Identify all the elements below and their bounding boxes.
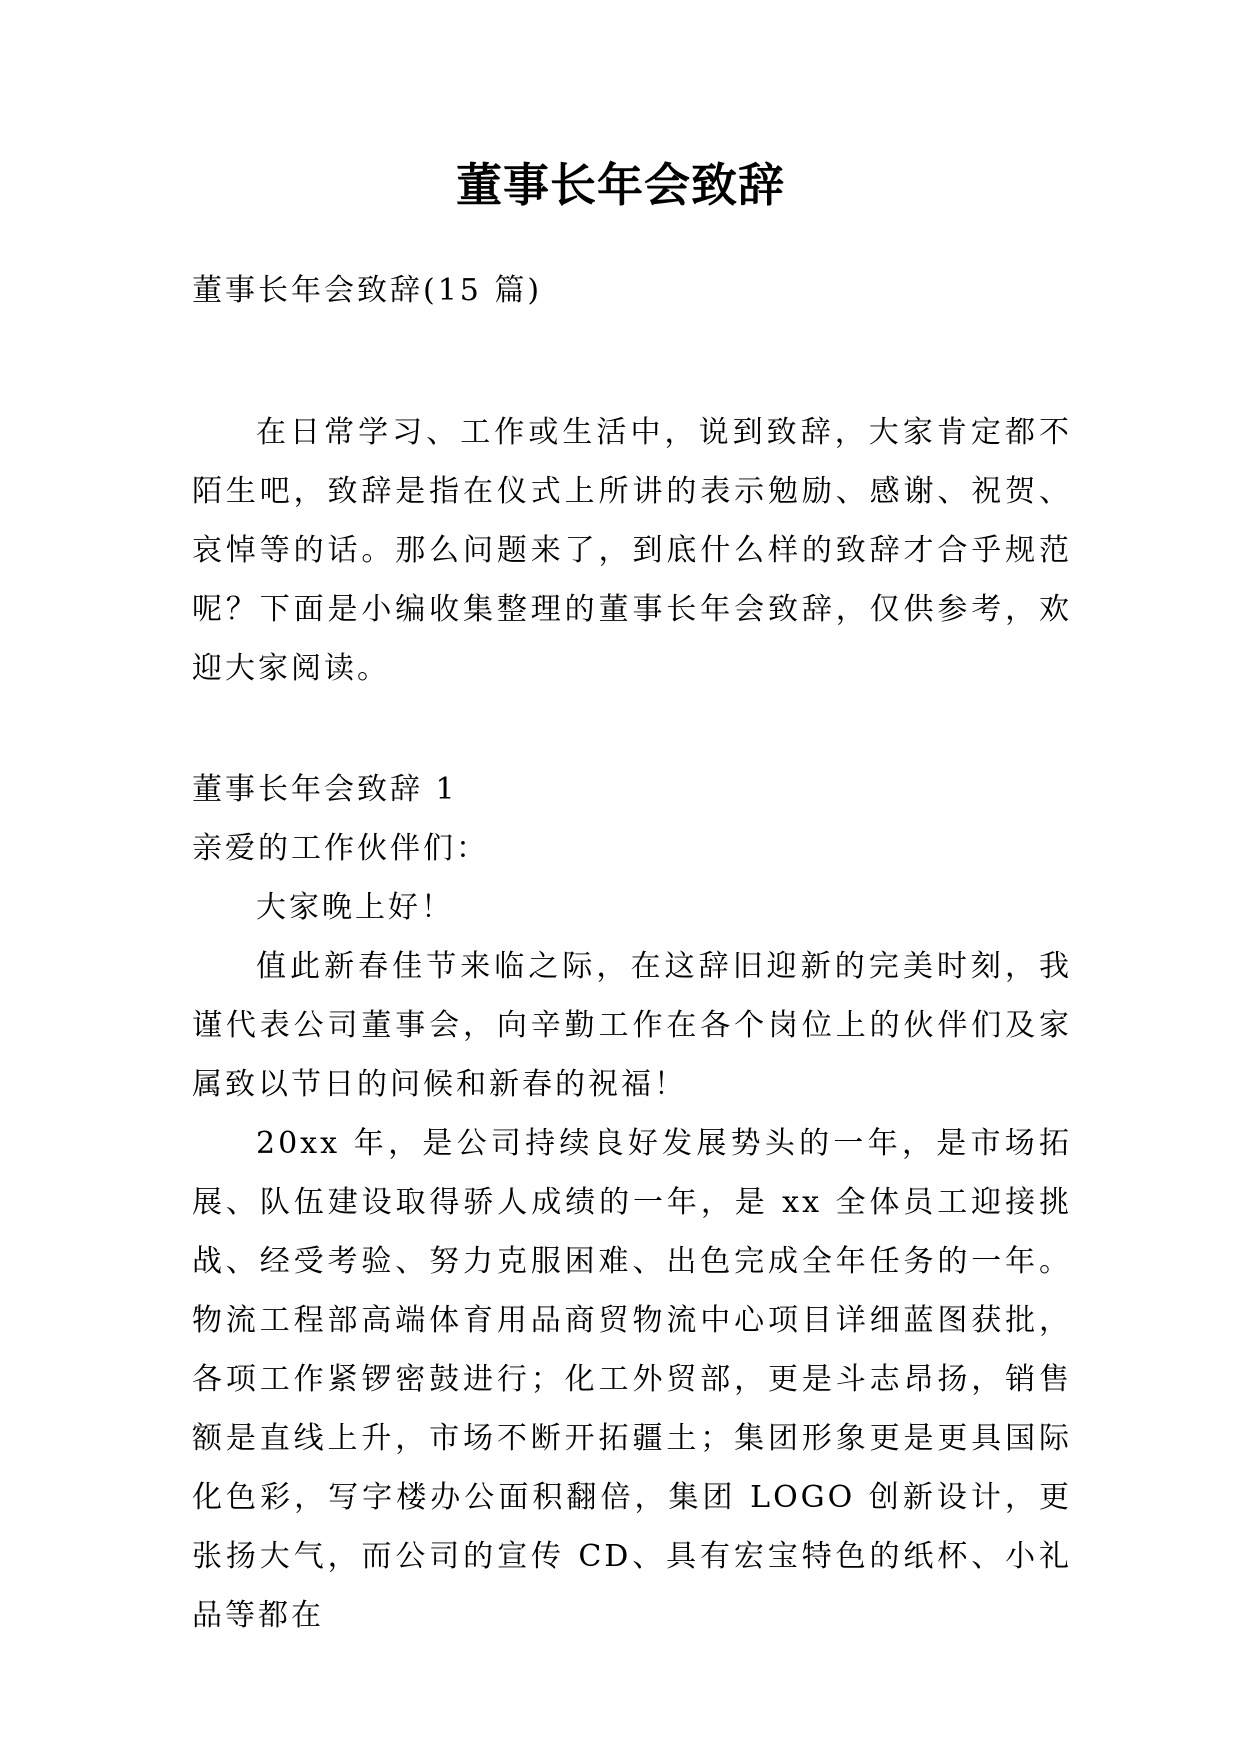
body-paragraph: 值此新春佳节来临之际，在这辞旧迎新的完美时刻，我谨代表公司董事会，向辛勤工作在各个岗位上的伙伴们及家属致以节日的问候和新春的祝福！ [192,949,1072,1102]
document-subtitle: 董事长年会致辞(15 篇) [192,273,543,308]
section-heading: 董事长年会致辞 1 [192,772,458,807]
document-title: 董事长年会致辞 [456,158,785,212]
greeting: 大家晚上好！ [256,890,454,925]
salutation: 亲爱的工作伙伴们： [192,831,489,866]
body-paragraph: 20xx 年，是公司持续良好发展势头的一年，是市场拓展、队伍建设取得骄人成绩的一年，是 xx 全体员工迎接挑战、经受考验、努力克服困难、出色完成全年任务的一年。物流工程部高端体育用品商贸物流中心项目详细蓝图获批，各项工作紧锣密鼓进行；化工外贸部，更是斗志昂扬，销售额是直线上升，市场不断开拓疆土；集团形象更是更具国际化色彩，写字楼办公面积翻倍，集团 LOGO 创新设计，更张扬大气，而公司的宣传 CD、具有宏宝特色的纸杯、小礼品等都在 [192,1126,1072,1633]
intro-paragraph: 在日常学习、工作或生活中，说到致辞，大家肯定都不陌生吧，致辞是指在仪式上所讲的表示勉励、感谢、祝贺、哀悼等的话。那么问题来了，到底什么样的致辞才合乎规范呢？下面是小编收集整理的董事长年会致辞，仅供参考，欢迎大家阅读。 [192,415,1072,686]
